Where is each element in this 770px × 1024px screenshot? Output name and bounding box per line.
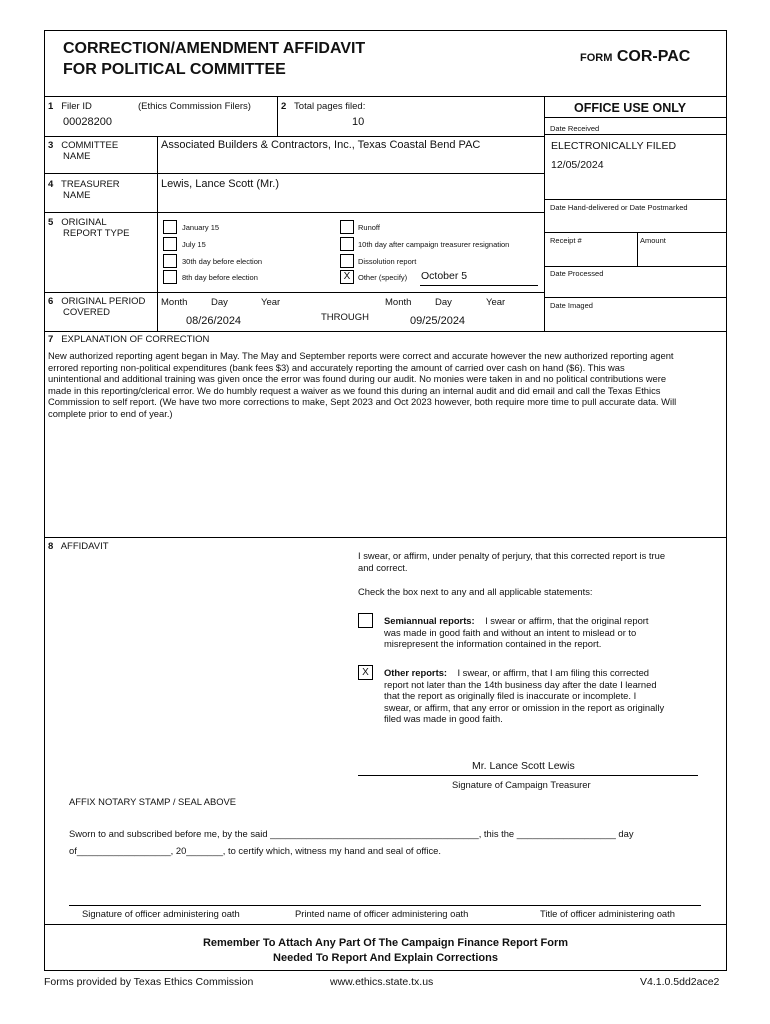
office-divider-2 bbox=[544, 134, 727, 135]
row-divider-8 bbox=[44, 924, 727, 925]
filing-date: 12/05/2024 bbox=[551, 159, 604, 171]
treasurer-label-line2: NAME bbox=[63, 190, 91, 201]
treasurer-name-value[interactable]: Lewis, Lance Scott (Mr.) bbox=[161, 178, 279, 190]
affidavit-label bbox=[48, 541, 109, 552]
officer-name-caption: Printed name of officer administering oath bbox=[295, 908, 469, 919]
other-reports-line: filed was made in good faith. bbox=[384, 713, 503, 725]
filer-id-value[interactable]: 00028200 bbox=[63, 116, 112, 128]
affidavit-label-text: AFFIDAVIT bbox=[60, 541, 109, 552]
semiannual-line: I swear or affirm, that the original report bbox=[485, 615, 649, 626]
label-column-divider bbox=[157, 136, 158, 331]
other-reports-line: report not later than the 14th business day after the date I learned bbox=[384, 678, 657, 690]
treasurer-signature[interactable]: Mr. Lance Scott Lewis bbox=[472, 760, 575, 772]
section-number: 2 bbox=[281, 101, 287, 112]
section-number: 6 bbox=[48, 296, 54, 307]
from-day-label: Day bbox=[211, 297, 228, 308]
semiannual-heading: Semiannual reports: bbox=[384, 615, 475, 626]
report-type-label bbox=[48, 217, 107, 228]
committee-name-value[interactable]: Associated Builders & Contractors, Inc., Texas Coastal Bend PAC bbox=[161, 139, 481, 151]
row-divider-7 bbox=[44, 537, 727, 538]
other-reports-line: that the report as originally filed is inaccurate or incomplete. I bbox=[384, 690, 637, 702]
filing-status: ELECTRONICALLY FILED bbox=[551, 140, 677, 152]
other-reports-line: I swear, or affirm, that I am filing this corrected bbox=[457, 667, 650, 678]
office-divider-6 bbox=[544, 297, 727, 298]
filer-id-sublabel: (Ethics Commission Filers) bbox=[138, 101, 251, 112]
office-divider-5 bbox=[544, 266, 727, 267]
filer-pages-divider bbox=[277, 96, 278, 136]
swear-statement bbox=[358, 550, 665, 573]
officer-signature-line bbox=[69, 905, 701, 906]
pages-label bbox=[281, 101, 365, 112]
notary-stamp-label: AFFIX NOTARY STAMP / SEAL ABOVE bbox=[69, 796, 237, 807]
option-july-15: July 15 bbox=[182, 240, 206, 249]
signature-line bbox=[358, 775, 698, 776]
option-30th-day: 30th day before election bbox=[182, 257, 263, 266]
section-number: 5 bbox=[48, 217, 54, 228]
checkbox-dissolution[interactable] bbox=[340, 254, 354, 268]
explanation-line: errored reporting non-political expenditures (bank fees $3) and accurately reporting the amount of carried over cash on hand ($6). This was bbox=[48, 361, 625, 373]
office-use-title: OFFICE USE ONLY bbox=[574, 101, 687, 115]
sworn-line-1[interactable]: Sworn to and subscribed before me, by the said ________________________________________, this the ___________________ day bbox=[69, 828, 634, 839]
checkbox-other-reports[interactable]: X bbox=[358, 665, 373, 680]
section-number: 3 bbox=[48, 140, 54, 151]
form-word: FORM bbox=[580, 52, 613, 64]
explanation-label bbox=[48, 334, 209, 345]
office-divider-4 bbox=[544, 232, 727, 233]
check-instruction: Check the box next to any and all applicable statements: bbox=[358, 586, 593, 597]
receipt-amount-divider bbox=[637, 232, 638, 266]
date-received-label: Date Received bbox=[550, 124, 600, 133]
footer-version: V4.1.0.5dd2ace2 bbox=[640, 976, 720, 988]
row-divider-6 bbox=[44, 331, 727, 332]
treasurer-label bbox=[48, 179, 120, 190]
option-treasurer-resignation: 10th day after campaign treasurer resignation bbox=[358, 240, 510, 249]
form-title-line1: CORRECTION/AMENDMENT AFFIDAVIT bbox=[63, 40, 366, 57]
swear-line: and correct. bbox=[358, 561, 408, 573]
receipt-label: Receipt # bbox=[550, 236, 582, 245]
checkbox-30th-day[interactable] bbox=[163, 254, 177, 268]
section-number: 7 bbox=[48, 334, 54, 345]
explanation-line: complete prior to end of year.) bbox=[48, 407, 173, 419]
checkbox-treasurer-resignation[interactable] bbox=[340, 237, 354, 251]
semiannual-line: was made in good faith and without an intent to mislead or to bbox=[384, 626, 637, 638]
explanation-line: New authorized reporting agent began in May. The May and September reports were correct and accurate however the new authorized reporting agent bbox=[48, 350, 674, 361]
filer-id-label bbox=[48, 101, 92, 112]
header-divider bbox=[44, 96, 544, 97]
explanation-line: made in this reporting/clerical error. We do humbly request a waiver as we found this during an internal audit and did email and call the Texas Ethics bbox=[48, 384, 661, 396]
explanation-line: unintentional and additional training was given once the error was found during our audit. No monies were taken in and no political contributions were bbox=[48, 373, 667, 385]
row-divider-1 bbox=[44, 136, 544, 137]
form-code bbox=[580, 48, 690, 66]
explanation-label-text: EXPLANATION OF CORRECTION bbox=[61, 334, 210, 345]
row-divider-5 bbox=[44, 292, 544, 293]
from-year-label: Year bbox=[261, 297, 281, 308]
to-day-label: Day bbox=[435, 297, 452, 308]
amount-label: Amount bbox=[640, 236, 666, 245]
checkbox-runoff[interactable] bbox=[340, 220, 354, 234]
to-month-label: Month bbox=[385, 297, 412, 308]
from-month-label: Month bbox=[161, 297, 188, 308]
option-january-15: January 15 bbox=[182, 223, 220, 232]
pages-value[interactable]: 10 bbox=[352, 116, 365, 128]
signature-caption: Signature of Campaign Treasurer bbox=[452, 779, 591, 790]
date-processed-label: Date Processed bbox=[550, 269, 604, 278]
semiannual-statement bbox=[384, 615, 704, 650]
row-divider-4 bbox=[44, 212, 544, 213]
option-dissolution: Dissolution report bbox=[358, 257, 417, 266]
footer-provider: Forms provided by Texas Ethics Commission bbox=[44, 976, 254, 988]
option-runoff: Runoff bbox=[358, 223, 380, 232]
section-number: 4 bbox=[48, 179, 54, 190]
to-year-label: Year bbox=[486, 297, 506, 308]
reminder-line-1: Remember To Attach Any Part Of The Campaign Finance Report Form bbox=[202, 937, 569, 949]
committee-label-line1: COMMITTEE bbox=[61, 140, 119, 151]
explanation-line: Commission to self report. (We have two more corrections to make, Sept 2023 and Oct 2023 however, both require more time to pull accurate data. Will bbox=[48, 396, 677, 408]
section-number: 1 bbox=[48, 101, 54, 112]
period-label bbox=[48, 296, 145, 307]
option-8th-day: 8th day before election bbox=[182, 273, 258, 282]
other-reports-statement bbox=[384, 667, 704, 725]
other-reports-line: swear, or affirm, that any error or omission in the report as originally bbox=[384, 701, 665, 713]
office-divider-1 bbox=[544, 117, 727, 118]
swear-line: I swear, or affirm, under penalty of perjury, that this corrected report is true bbox=[358, 550, 666, 561]
committee-label bbox=[48, 140, 118, 151]
other-reports-heading: Other reports: bbox=[384, 667, 448, 678]
footer-website[interactable]: www.ethics.state.tx.us bbox=[330, 976, 434, 988]
other-specify-value[interactable]: October 5 bbox=[421, 270, 468, 282]
other-specify-underline bbox=[420, 285, 538, 286]
checkbox-january-15[interactable] bbox=[163, 220, 177, 234]
form-title-line2: FOR POLITICAL COMMITTEE bbox=[63, 61, 286, 78]
officer-title-caption: Title of officer administering oath bbox=[540, 908, 675, 919]
section-number: 8 bbox=[48, 541, 54, 552]
treasurer-label-line1: TREASURER bbox=[61, 179, 120, 190]
checkbox-semiannual[interactable] bbox=[358, 613, 373, 628]
checkbox-8th-day[interactable] bbox=[163, 270, 177, 284]
reminder-line-2: Needed To Report And Explain Corrections bbox=[273, 952, 498, 964]
option-other: Other (specify) bbox=[358, 273, 408, 282]
period-to-value[interactable]: 09/25/2024 bbox=[410, 315, 466, 327]
officer-signature-caption: Signature of officer administering oath bbox=[82, 908, 240, 919]
pages-label-text: Total pages filed: bbox=[294, 101, 366, 112]
checkbox-other[interactable]: X bbox=[340, 270, 354, 284]
committee-label-line2: NAME bbox=[63, 151, 91, 162]
checkbox-july-15[interactable] bbox=[163, 237, 177, 251]
reminder-text bbox=[44, 936, 727, 966]
form-code-value: COR-PAC bbox=[616, 48, 691, 65]
date-imaged-label: Date Imaged bbox=[550, 301, 593, 310]
semiannual-line: misrepresent the information contained in the report. bbox=[384, 638, 602, 650]
report-type-label-line1: ORIGINAL bbox=[61, 217, 107, 228]
row-divider-3 bbox=[44, 173, 544, 174]
report-type-label-line2: REPORT TYPE bbox=[63, 228, 130, 239]
explanation-text[interactable] bbox=[48, 350, 728, 420]
date-hand-delivered-label: Date Hand-delivered or Date Postmarked bbox=[550, 203, 688, 212]
period-from-value[interactable]: 08/26/2024 bbox=[186, 315, 242, 327]
sworn-line-2[interactable]: of__________________, 20_______, to certify which, witness my hand and seal of office. bbox=[69, 845, 441, 856]
filer-id-text: Filer ID bbox=[61, 101, 92, 112]
period-label-line1: ORIGINAL PERIOD bbox=[61, 296, 146, 307]
period-label-line2: COVERED bbox=[63, 307, 110, 318]
through-label: THROUGH bbox=[321, 312, 370, 323]
office-divider-3 bbox=[544, 199, 727, 200]
